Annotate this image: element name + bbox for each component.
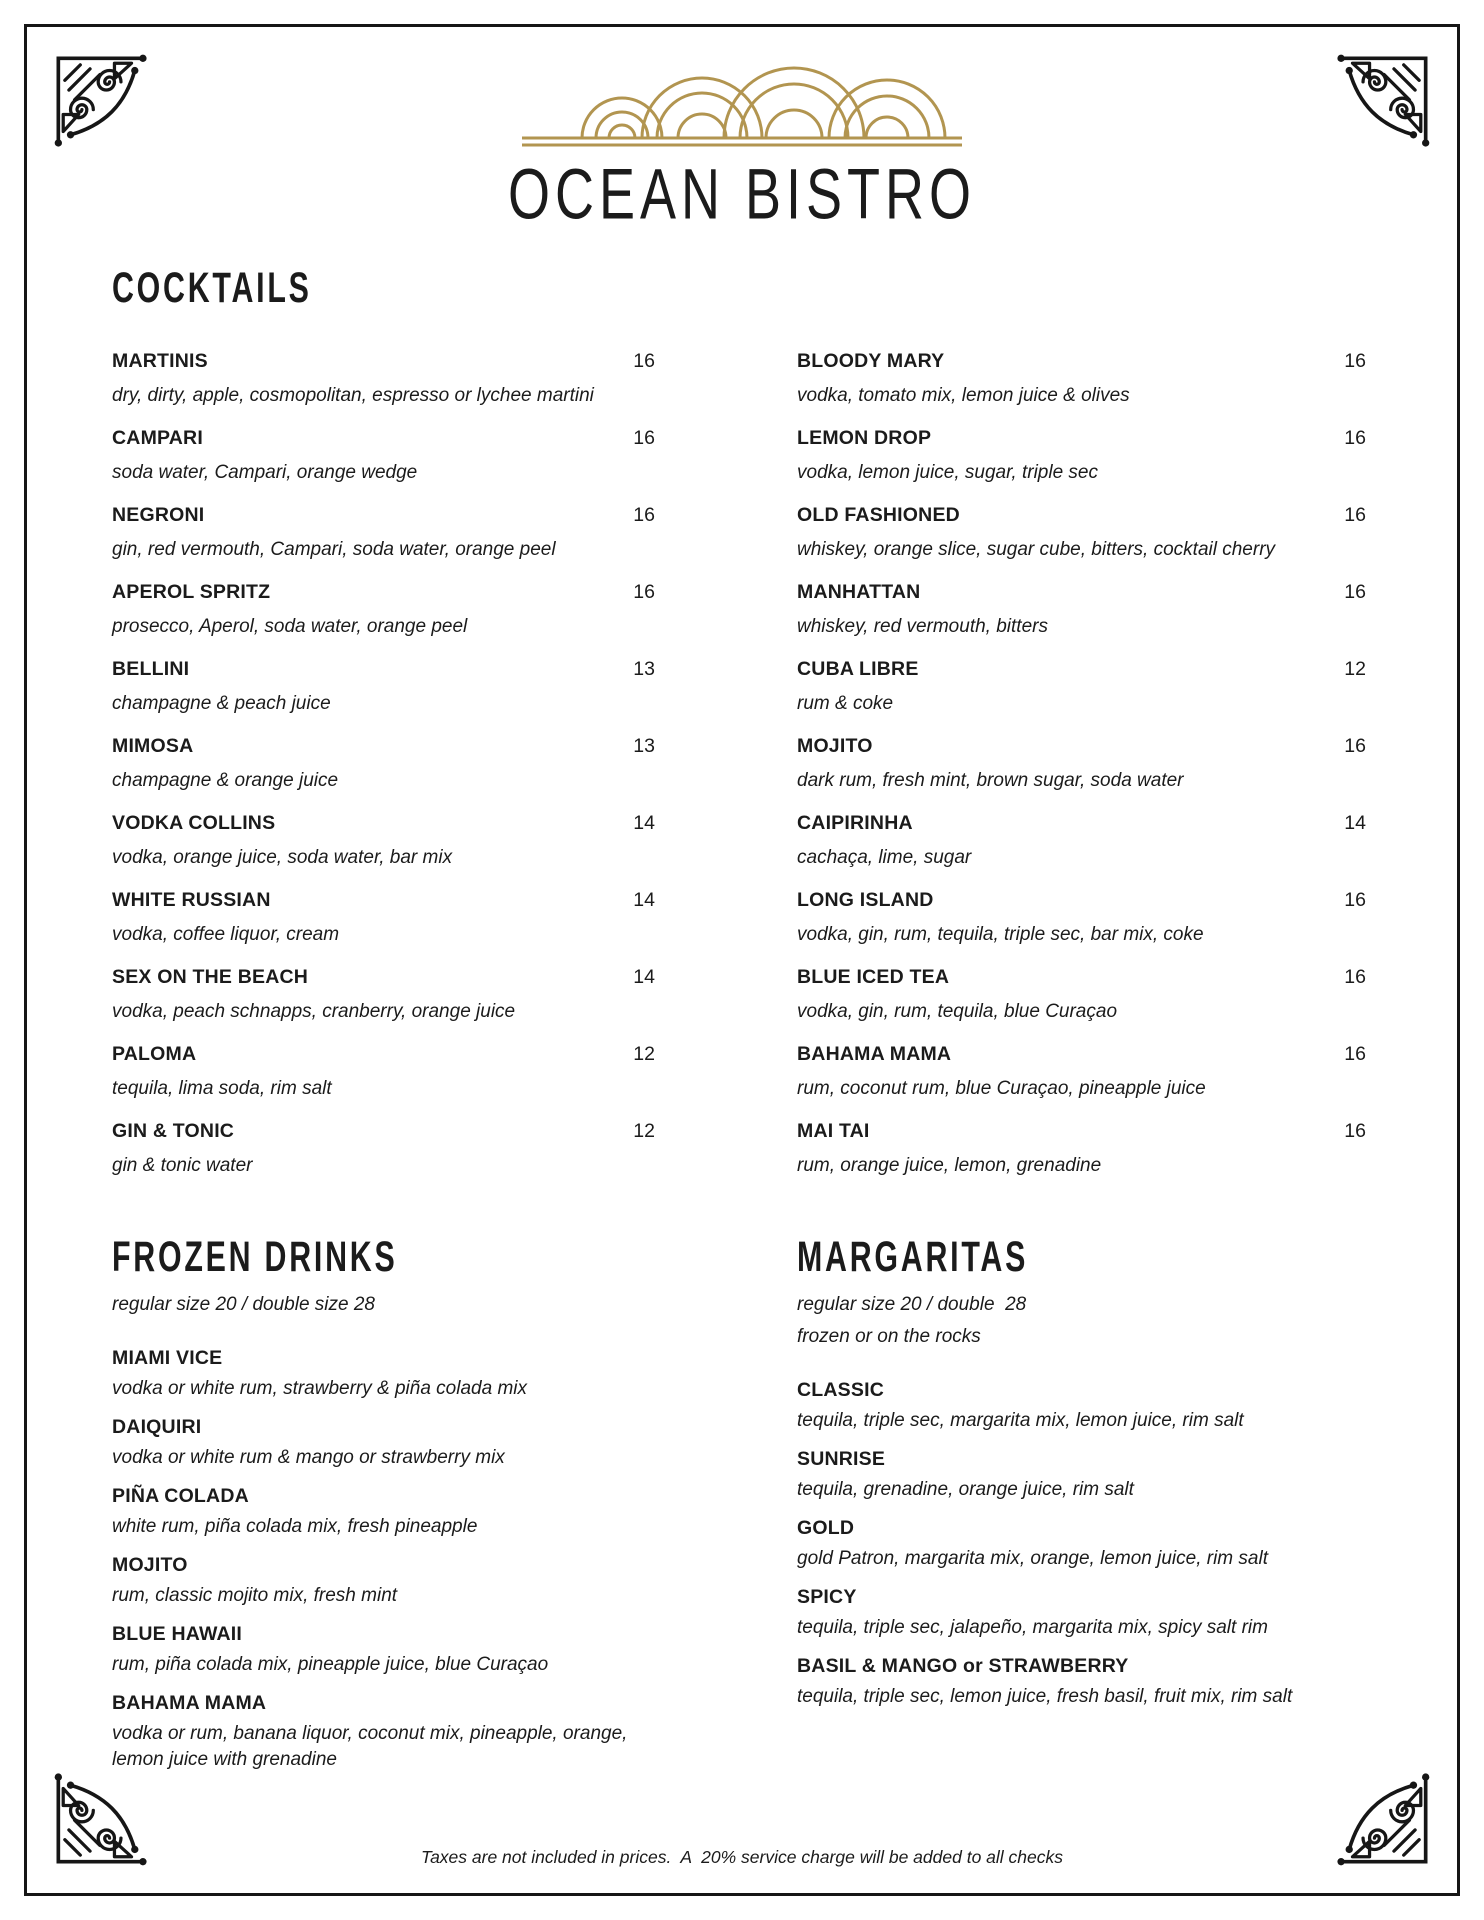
item-name: MIAMI VICE — [112, 1347, 223, 1369]
item-price: 16 — [633, 581, 655, 603]
item-description: cachaça, lime, sugar — [797, 847, 972, 868]
item-price: 16 — [1344, 1120, 1366, 1142]
item-description: champagne & orange juice — [112, 770, 339, 791]
item-description: rum, piña colada mix, pineapple juice, blue Curaçao — [112, 1654, 549, 1675]
bottom-sections — [112, 1232, 1366, 1785]
cocktails-columns — [112, 348, 1366, 1195]
section-title-cocktails: COCKTAILS — [112, 263, 312, 311]
item-description: rum, orange juice, lemon, grenadine — [797, 1155, 1102, 1176]
item-price: 16 — [1344, 1043, 1366, 1065]
item-name: NEGRONI — [112, 504, 205, 526]
item-name: SUNRISE — [797, 1448, 886, 1470]
item-name: LEMON DROP — [797, 427, 932, 449]
item-name: MIMOSA — [112, 735, 194, 757]
item-description: vodka, lemon juice, sugar, triple sec — [797, 462, 1098, 483]
menu-item — [797, 1584, 1366, 1641]
menu-item — [797, 425, 1366, 486]
menu-item — [797, 1041, 1366, 1102]
menu-item — [797, 348, 1366, 409]
section-subtitle-line: regular size 20 / double 28 — [797, 1294, 1027, 1315]
item-price: 16 — [633, 504, 655, 526]
item-description: white rum, piña colada mix, fresh pineapple — [112, 1516, 478, 1537]
item-description: whiskey, orange slice, sugar cube, bitters, cocktail cherry — [797, 539, 1276, 560]
item-price: 16 — [633, 427, 655, 449]
item-description: whiskey, red vermouth, bitters — [797, 616, 1048, 637]
item-description: gin & tonic water — [112, 1155, 253, 1176]
menu-item — [112, 1041, 655, 1102]
item-name: BLUE ICED TEA — [797, 966, 950, 988]
menu-item — [112, 733, 655, 794]
menu-item — [112, 1552, 655, 1609]
menu-item — [797, 1515, 1366, 1572]
item-name: VODKA COLLINS — [112, 812, 276, 834]
section-subtitle-line: regular size 20 / double size 28 — [112, 1294, 375, 1315]
menu-item — [112, 964, 655, 1025]
item-name: MANHATTAN — [797, 581, 921, 603]
frozen-drinks-items — [112, 1345, 655, 1773]
corner-ornament-icon — [1324, 38, 1446, 160]
item-name: BLOODY MARY — [797, 350, 945, 372]
item-price: 16 — [633, 350, 655, 372]
margaritas-subtitle — [797, 1289, 1366, 1353]
menu-item — [112, 502, 655, 563]
item-name: BELLINI — [112, 658, 190, 680]
item-description: vodka, orange juice, soda water, bar mix — [112, 847, 453, 868]
menu-item — [112, 1118, 655, 1179]
item-name: MAI TAI — [797, 1120, 870, 1142]
item-price: 12 — [633, 1120, 655, 1142]
item-description: tequila, triple sec, margarita mix, lemon juice, rim salt — [797, 1410, 1244, 1431]
item-name: WHITE RUSSIAN — [112, 889, 271, 911]
item-price: 14 — [1344, 812, 1366, 834]
corner-ornament-icon — [38, 38, 160, 160]
menu-item — [112, 1414, 655, 1471]
menu-item — [797, 887, 1366, 948]
item-name: MOJITO — [112, 1554, 188, 1576]
menu-item — [112, 810, 655, 871]
cocktails-column-right — [797, 348, 1366, 1195]
item-description: tequila, triple sec, jalapeño, margarita mix, spicy salt rim — [797, 1617, 1268, 1638]
item-description: tequila, triple sec, lemon juice, fresh basil, fruit mix, rim salt — [797, 1686, 1293, 1707]
section-frozen-drinks — [112, 1232, 655, 1785]
item-price: 16 — [1344, 504, 1366, 526]
menu-item — [112, 579, 655, 640]
brand-name: OCEAN BISTRO — [507, 155, 977, 235]
menu-item — [112, 656, 655, 717]
item-name: APEROL SPRITZ — [112, 581, 271, 603]
item-name: SEX ON THE BEACH — [112, 966, 309, 988]
menu-item — [112, 1345, 655, 1402]
section-title-frozen-drinks: FROZEN DRINKS — [112, 1232, 398, 1280]
cocktails-column-left — [112, 348, 655, 1195]
item-description: gold Patron, margarita mix, orange, lemon juice, rim salt — [797, 1548, 1268, 1569]
item-name: CAMPARI — [112, 427, 203, 449]
menu-item — [112, 425, 655, 486]
item-price: 14 — [633, 966, 655, 988]
menu-item — [112, 887, 655, 948]
footer-note: Taxes are not included in prices. A 20% service charge will be added to all checks — [420, 1847, 1063, 1867]
section-title-margaritas: MARGARITAS — [797, 1232, 1029, 1280]
menu-item — [112, 1690, 655, 1773]
item-description: vodka, gin, rum, tequila, blue Curaçao — [797, 1001, 1118, 1022]
item-name: PALOMA — [112, 1043, 197, 1065]
item-description: tequila, grenadine, orange juice, rim salt — [797, 1479, 1134, 1500]
menu-item — [797, 1653, 1366, 1710]
item-description: vodka, tomato mix, lemon juice & olives — [797, 385, 1130, 406]
item-price: 16 — [1344, 735, 1366, 757]
item-description: vodka, coffee liquor, cream — [112, 924, 340, 945]
item-price: 14 — [633, 889, 655, 911]
item-price: 16 — [1344, 350, 1366, 372]
menu-item — [797, 810, 1366, 871]
item-price: 13 — [633, 658, 655, 680]
item-price: 16 — [1344, 581, 1366, 603]
item-price: 12 — [633, 1043, 655, 1065]
menu-item — [797, 656, 1366, 717]
menu-item — [797, 1377, 1366, 1434]
item-name: OLD FASHIONED — [797, 504, 960, 526]
item-description: vodka or white rum, strawberry & piña colada mix — [112, 1378, 527, 1399]
item-name: GIN & TONIC — [112, 1120, 235, 1142]
menu-item — [797, 733, 1366, 794]
item-price: 14 — [633, 812, 655, 834]
menu-item — [797, 964, 1366, 1025]
item-name: LONG ISLAND — [797, 889, 934, 911]
item-price: 13 — [633, 735, 655, 757]
item-description: rum, coconut rum, blue Curaçao, pineapple juice — [797, 1078, 1206, 1099]
item-description: champagne & peach juice — [112, 693, 331, 714]
item-price: 16 — [1344, 889, 1366, 911]
frozen-drinks-subtitle — [112, 1289, 655, 1321]
menu-item — [797, 1118, 1366, 1179]
item-price: 16 — [1344, 966, 1366, 988]
item-name: BASIL & MANGO or STRAWBERRY — [797, 1655, 1129, 1677]
section-margaritas — [797, 1232, 1366, 1722]
menu-content — [0, 263, 1484, 1785]
item-description: soda water, Campari, orange wedge — [112, 462, 418, 483]
item-description: vodka or white rum & mango or strawberry mix — [112, 1447, 505, 1468]
item-description: tequila, lima soda, rim salt — [112, 1078, 332, 1099]
item-description: rum & coke — [797, 693, 894, 714]
item-description: vodka or rum, banana liquor, coconut mix, pineapple, orange, lemon juice with grenadine — [112, 1723, 628, 1770]
menu-item — [797, 502, 1366, 563]
item-name: BAHAMA MAMA — [797, 1043, 952, 1065]
item-description: dry, dirty, apple, cosmopolitan, espresso or lychee martini — [112, 385, 594, 406]
logo-arches-icon — [522, 38, 962, 152]
item-description: vodka, gin, rum, tequila, triple sec, bar mix, coke — [797, 924, 1204, 945]
item-name: SPICY — [797, 1586, 857, 1608]
item-description: prosecco, Aperol, soda water, orange peel — [112, 616, 468, 637]
item-description: rum, classic mojito mix, fresh mint — [112, 1585, 398, 1606]
margaritas-items — [797, 1377, 1366, 1710]
item-description: dark rum, fresh mint, brown sugar, soda water — [797, 770, 1184, 791]
item-name: CAIPIRINHA — [797, 812, 913, 834]
item-name: BLUE HAWAII — [112, 1623, 243, 1645]
item-name: BAHAMA MAMA — [112, 1692, 267, 1714]
item-name: CLASSIC — [797, 1379, 884, 1401]
item-description: vodka, peach schnapps, cranberry, orange juice — [112, 1001, 516, 1022]
item-name: CUBA LIBRE — [797, 658, 919, 680]
brand-header — [0, 0, 1484, 235]
item-name: DAIQUIRI — [112, 1416, 202, 1438]
item-price: 16 — [1344, 427, 1366, 449]
item-description: gin, red vermouth, Campari, soda water, orange peel — [112, 539, 556, 560]
menu-item — [112, 1621, 655, 1678]
item-name: MOJITO — [797, 735, 873, 757]
item-name: PIÑA COLADA — [112, 1485, 249, 1507]
item-price: 12 — [1344, 658, 1366, 680]
item-name: GOLD — [797, 1517, 855, 1539]
menu-item — [112, 348, 655, 409]
item-name: MARTINIS — [112, 350, 208, 372]
menu-item — [797, 1446, 1366, 1503]
menu-item — [112, 1483, 655, 1540]
section-subtitle-line: frozen or on the rocks — [797, 1326, 981, 1347]
menu-item — [797, 579, 1366, 640]
